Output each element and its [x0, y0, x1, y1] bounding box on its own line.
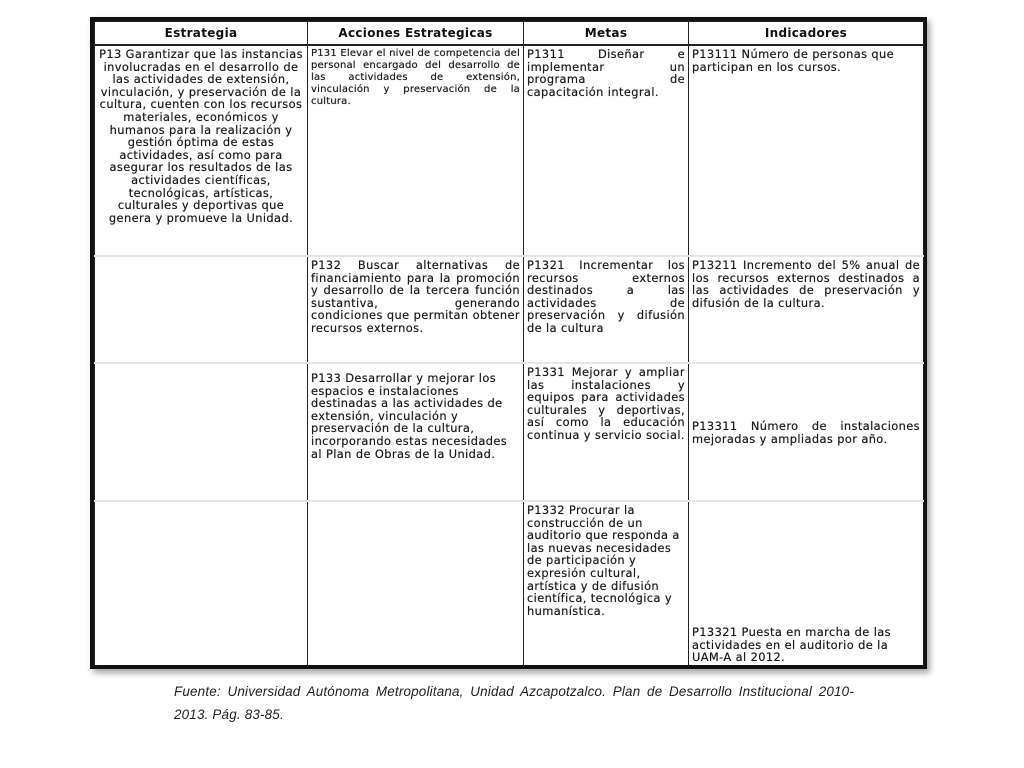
- table-row: [95, 501, 924, 665]
- header-metas: Metas: [524, 22, 689, 46]
- cell-accion: [308, 501, 524, 665]
- cell-accion: P131 Elevar el nivel de competencia del personal encargado del desarrollo de las actividades de extensión, vinculación y preservación de la cultura.: [308, 45, 524, 256]
- header-estrategia: Estrategia: [95, 22, 308, 46]
- header-acciones: Acciones Estrategicas: [308, 22, 524, 46]
- strategy-table-frame: [90, 17, 927, 669]
- table-header-row: [95, 22, 924, 46]
- cell-estrategia: P13 Garantizar que las instancias involucradas en el desarrollo de las actividades de extensión, vinculación, y preservación de la cultura, cuenten con los recursos materiales, económicos y humanos para la realización y gestión óptima de estas actividades, así como para asegurar los resultados de las actividades científicas, tecnológicas, artísticas, culturales y deportivas que genera y promueve la Unidad.: [95, 45, 308, 256]
- cell-meta: P1332 Procurar la construcción de un auditorio que responda a las nuevas necesidades de participación y expresión cultural, artística y de difusión científica, tecnológica y humanística.: [524, 501, 689, 665]
- cell-meta: P1331 Mejorar y ampliar las instalaciones y equipos para actividades culturales y deportivas, así como la educación continua y servicio social.: [524, 363, 689, 501]
- strategy-table: [94, 21, 924, 665]
- cell-estrategia: [95, 501, 308, 665]
- cell-meta: P1321 Incrementar los recursos externos destinados a las actividades de preservación y difusión de la cultura: [524, 256, 689, 363]
- cell-indicador: P13311 Número de instalaciones mejoradas y ampliadas por año.: [689, 363, 924, 501]
- cell-indicador: P13211 Incremento del 5% anual de los recursos externos destinados a las actividades de preservación y difusión de la cultura.: [689, 256, 924, 363]
- cell-estrategia: [95, 363, 308, 501]
- cell-estrategia: [95, 256, 308, 363]
- cell-accion: P133 Desarrollar y mejorar los espacios e instalaciones destinadas a las actividades de extensión, vinculación y preservación de la cultura, incorporando estas necesidades al Plan de Obras de la Unidad.: [308, 363, 524, 501]
- cell-meta: P1311 Diseñar e implementar un programa de capacitación integral.: [524, 45, 689, 256]
- cell-indicador: P13111 Número de personas que participan en los cursos.: [689, 45, 924, 256]
- table-row: [95, 45, 924, 256]
- source-note: Fuente: Universidad Autónoma Metropolitana, Unidad Azcapotzalco. Plan de Desarrollo Institucional 2010-2013. Pág. 83-85.: [174, 684, 854, 722]
- table-row: [95, 363, 924, 501]
- table-row: [95, 256, 924, 363]
- header-indicadores: Indicadores: [689, 22, 924, 46]
- cell-indicador: P13321 Puesta en marcha de las actividades en el auditorio de la UAM-A al 2012.: [689, 501, 924, 665]
- cell-accion: P132 Buscar alternativas de financiamiento para la promoción y desarrollo de la tercera función sustantiva, generando condiciones que permitan obtener recursos externos.: [308, 256, 524, 363]
